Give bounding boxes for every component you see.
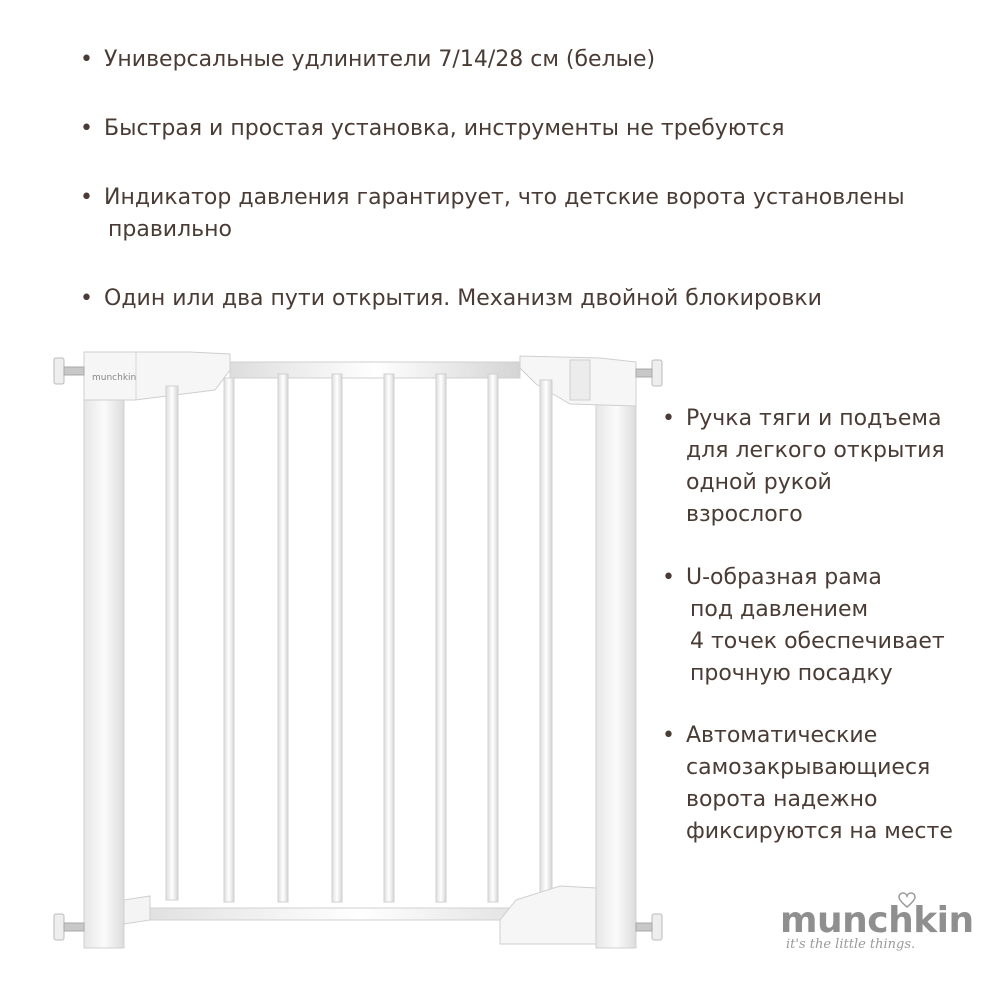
pressure-spindles bbox=[54, 358, 662, 940]
feature-text: Один или два пути открытия. Механизм двойной блокировки bbox=[104, 286, 822, 311]
left-post bbox=[84, 400, 124, 948]
side-feature-text: самозакрывающиеся bbox=[686, 755, 931, 780]
side-feature-text: U-образная рама bbox=[686, 565, 882, 590]
bullet-dot: • bbox=[662, 723, 675, 748]
side-feature-bullet-1 bbox=[662, 403, 945, 531]
heart-icon bbox=[898, 892, 916, 908]
side-feature-text: под давлением bbox=[690, 597, 869, 622]
feature-text: Универсальные удлинители 7/14/28 см (белые) bbox=[104, 47, 656, 72]
bullet-dot: • bbox=[80, 286, 93, 311]
feature-text: Быстрая и простая установка, инструменты не требуются bbox=[104, 116, 785, 141]
bullet-dot: • bbox=[80, 47, 93, 72]
gate-brand-label: munchkin bbox=[92, 373, 137, 383]
feature-bullet-4 bbox=[80, 283, 822, 315]
side-feature-text: Ручка тяги и подъема bbox=[686, 406, 942, 431]
bullet-dot: • bbox=[662, 565, 675, 590]
feature-bullet-1 bbox=[80, 44, 655, 76]
side-feature-text: Автоматические bbox=[686, 723, 878, 748]
side-feature-bullet-3 bbox=[662, 720, 953, 848]
feature-bullet-3 bbox=[80, 182, 905, 246]
side-feature-text: 4 точек обеспечивает bbox=[690, 629, 945, 654]
top-rail bbox=[230, 362, 520, 378]
brand-tagline: it's the little things. bbox=[786, 937, 916, 952]
bullet-dot: • bbox=[80, 185, 93, 210]
side-feature-text: фиксируются на месте bbox=[686, 819, 953, 844]
feature-bullet-2 bbox=[80, 113, 785, 145]
bullet-dot: • bbox=[662, 406, 675, 431]
feature-text-continued: правильно bbox=[108, 217, 232, 242]
munchkin-logo bbox=[780, 900, 974, 952]
side-feature-text: для легкого открытия bbox=[686, 438, 945, 463]
brand-name: munchkin bbox=[780, 900, 974, 941]
side-feature-text: взрослого bbox=[686, 502, 803, 527]
side-feature-text: одной рукой bbox=[686, 470, 832, 495]
right-bottom-housing bbox=[500, 886, 596, 944]
baby-gate-illustration bbox=[40, 340, 680, 960]
left-bottom-housing bbox=[124, 896, 150, 924]
right-post bbox=[596, 400, 636, 948]
side-feature-text: ворота надежно bbox=[686, 787, 878, 812]
side-feature-bullet-2 bbox=[662, 562, 945, 690]
bullet-dot: • bbox=[80, 116, 93, 141]
feature-text: Индикатор давления гарантирует, что детские ворота установлены bbox=[104, 185, 905, 210]
gate-bars bbox=[224, 374, 498, 902]
side-feature-text: прочную посадку bbox=[690, 661, 893, 686]
